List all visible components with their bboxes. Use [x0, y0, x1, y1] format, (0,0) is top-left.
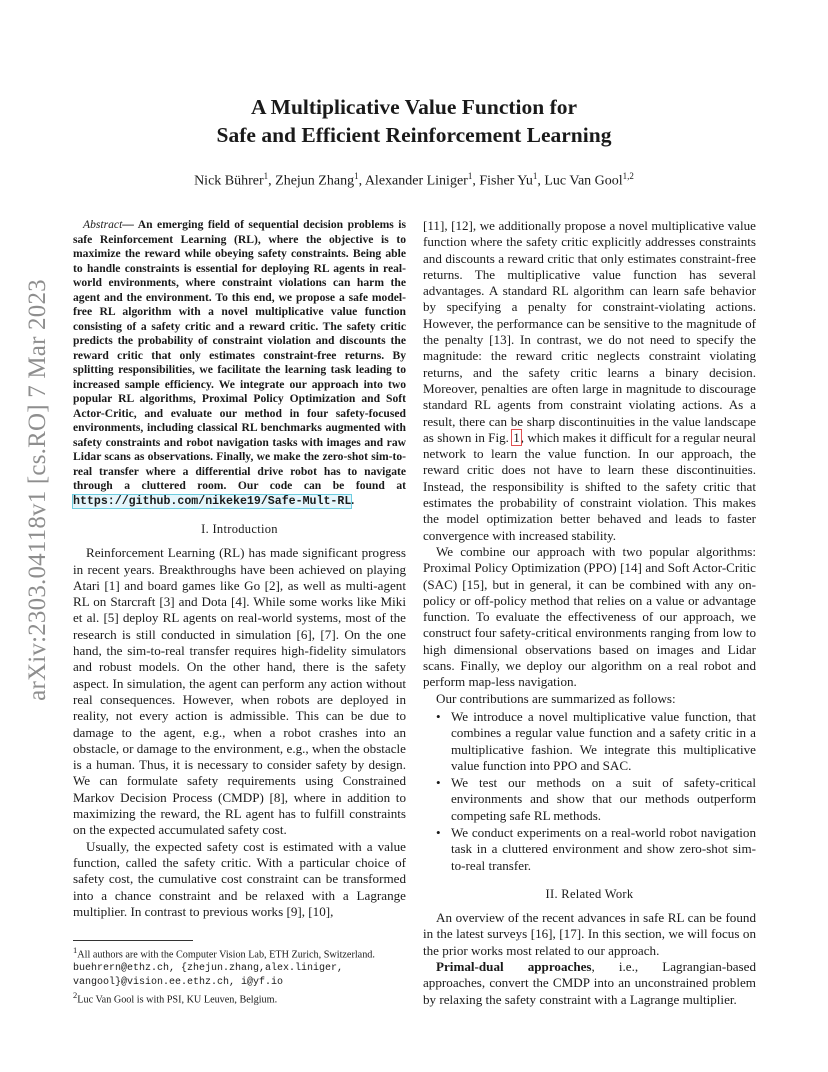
- intro-paragraph: Usually, the expected safety cost is estimated with a value function, called the safety critic. With a particular choice of safety cost, the cumulative cost constraint can be transformed into a chance constraint and be relaxed with a Lagrange multiplier. In contrast to previous works [9], [10],: [73, 838, 406, 919]
- left-column: [73, 218, 406, 920]
- paragraph-text: [11], [12], we additionally propose a novel multiplicative value function where the safety critic explicitly addresses constraints and discounts a reward critic that only estimates constraint-free returns. The multiplicative value function has several advantages. A standard RL algorithm can learn safe behavior by specifying a penalty for constraint-violating actions. However, the performance can be sensitive to the magnitude of the penalty [13]. In contrast, we do not need to specify the magnitude: the reward critic neglects constraint violating returns, and the safety critic learns a binary decision. Moreover, penalties are often large in magnitude to discourage standard RL agents from constraint violating actions. As a result, there can be sharp discontinuities in the value landscape as shown in Fig.: [423, 218, 756, 445]
- arxiv-sidebar-stamp: [18, 279, 58, 701]
- bullet-icon: •: [436, 775, 441, 791]
- abstract-text: — An emerging field of sequential decision problems is safe Reinforcement Learning (RL), where the objective is to maximize the reward while obeying safety constraints. Being able to handle constraints is essential for deploying RL agents in real-world environments, where constraint violations can harm the agent and the environment. To this end, we propose a safe model-free RL algorithm with a novel multiplicative value function consisting of a safety critic and a reward critic. The safety critic predicts the probability of constraint violation and discounts the reward critic that only estimates constraint-free returns. By splitting responsibilities, we facilitate the learning task leading to increased sample efficiency. We integrate our approach into two popular RL algorithms, Proximal Policy Optimization and Soft Actor-Critic, and evaluate our method in four safety-focused environments, including classical RL benchmarks augmented with safety constraints and robot navigation tasks with images and raw Lidar scans as observations. Finally, we make the zero-shot sim-to-real transfer where a differential drive robot has to navigate through a cluttered room. Our code can be found at: [73, 218, 406, 492]
- footnote-mark: 2: [73, 990, 78, 1001]
- right-column: [423, 218, 756, 1008]
- figure-reference-link[interactable]: 1: [513, 429, 520, 445]
- intro-paragraph: Our contributions are summarized as follows:: [436, 690, 676, 706]
- arxiv-identifier: arXiv:2303.04118v1 [cs.RO] 7 Mar 2023: [24, 279, 51, 701]
- related-paragraph: [423, 959, 756, 1008]
- abstract-end: .: [351, 493, 355, 507]
- footnotes: [73, 940, 406, 1007]
- author-list: Nick Bührer$^1$, Zhejun Zhang$^1$, Alexander Liniger$^1$, Fisher Yu$^1$, Luc Van Gool$^{1,2}$: [194, 171, 634, 189]
- author-name: Nick Bührer: [194, 173, 264, 189]
- intro-paragraph: We combine our approach with two popular algorithms: Proximal Policy Optimization (PPO) [14] and Soft Actor-Critic (SAC) [15], but in general, it can be combined with any on-policy or off-policy method that relies on a value or advantage function. To evaluate the effectiveness of our approach, we construct four safety-critical environments ranging from low to high dimensional observations based on images and Lidar scans. Finally, we deploy our algorithm on a real robot and perform map-less navigation.: [423, 543, 756, 690]
- author-name: Zhejun Zhang: [275, 173, 355, 189]
- author-affiliation: 1: [532, 171, 538, 181]
- section-heading-introduction: I. Introduction: [201, 522, 278, 536]
- abstract: [73, 218, 406, 509]
- footnote-mark: 1: [73, 945, 78, 955]
- primal-dual-term: Primal-dual approaches: [436, 959, 592, 975]
- abstract-label: Abstract: [83, 218, 123, 231]
- footnote-text: All authors are with the Computer Vision Lab, ETH Zurich, Switzerland.: [77, 949, 375, 961]
- code-repository-link[interactable]: https://github.com/nikeke19/Safe-Mult-RL: [73, 494, 352, 508]
- author-name: Fisher Yu: [479, 173, 533, 189]
- author-affiliation: 1,2: [622, 171, 634, 181]
- section-heading-related-work: II. Related Work: [545, 886, 634, 901]
- list-item: [423, 709, 756, 774]
- list-item-text: We test our methods on a suit of safety-critical environments and show that our methods outperform competing safe RL methods.: [451, 775, 756, 823]
- author-name: Alexander Liniger: [364, 173, 468, 189]
- contributions-list: [423, 709, 756, 874]
- title-line-1: A Multiplicative Value Function for: [250, 95, 578, 119]
- author-affiliation: 1: [263, 171, 269, 181]
- footnote-2: [73, 989, 406, 1007]
- bullet-icon: •: [436, 824, 441, 840]
- related-paragraph: An overview of the recent advances in safe RL can be found in the latest surveys [16], [17]. In this section, we will focus on the prior works most related to our approach.: [423, 910, 756, 958]
- footnote-1: [73, 944, 406, 989]
- footnote-rule: [73, 940, 193, 941]
- footnote-emails: buehrern@ethz.ch, {zhejun.zhang,alex.liniger, vangool}@vision.ee.ethz.ch, i@yf.io: [73, 962, 344, 988]
- author-affiliation: 1: [354, 171, 359, 181]
- list-item: [423, 825, 756, 874]
- title-line-2: Safe and Efficient Reinforcement Learning: [216, 123, 612, 147]
- list-item-text: We introduce a novel multiplicative value function, that combines a regular value function and a safety critic in a multiplicative fashion. We integrate this multiplicative value function into PPO and SAC.: [451, 708, 756, 773]
- paper-title: [0, 93, 828, 149]
- author-name: Luc Van Gool: [544, 173, 623, 189]
- intro-paragraph: Reinforcement Learning (RL) has made significant progress in recent years. Breakthroughs have been achieved on playing Atari [1] and board games like Go [2], as well as multi-agent RL on Starcraft [3] and Dota [4]. While some works like Miki et al. [5] deploy RL agents on real-world systems, most of the research is still conducted in simulation [6], [7]. On the one hand, the sim-to-real transfer requires high-fidelity simulators and robust models. On the other hand, there is the safety aspect. In simulation, the agent can perform any action without real consequences. However, when robots are deployed in reality, not every action is admissible. This can be due to damage to the agent, e.g., when a robot crashes into an obstacle, or damage to the environment, e.g., when the obstacle is a human. Thus, it is necessary to consider safety by design. We can formulate safety requirements using Constrained Markov Decision Process (CMDP) [8], where in addition to maximizing the reward, the RL agent has to fulfill constraints on the expected accumulated safety cost.: [73, 545, 406, 838]
- list-item: [423, 775, 756, 824]
- author-affiliation: 1: [467, 171, 473, 181]
- footnote-text: Luc Van Gool is with PSI, KU Leuven, Belgium.: [77, 994, 278, 1006]
- bullet-icon: •: [436, 708, 441, 724]
- intro-paragraph-continued: [423, 218, 756, 544]
- paragraph-text: , which makes it difficult for a regular neural network to learn the value function. In our approach, the reward critic does not have to learn these discontinuities. Instead, the responsibility is shifted to the safety critic that estimates the probability of constraint violation. This makes the model optimization better behaved and leads to faster convergence with increased stability.: [423, 429, 756, 543]
- list-item-text: We conduct experiments on a real-world robot navigation task in a cluttered environment and show zero-shot sim-to-real transfer.: [451, 824, 756, 873]
- paragraph-text: , i.e., Lagrangian-based approaches, convert the CMDP into an unconstrained problem by relaxing the safety constraint with a Lagrange multiplier.: [423, 959, 757, 1007]
